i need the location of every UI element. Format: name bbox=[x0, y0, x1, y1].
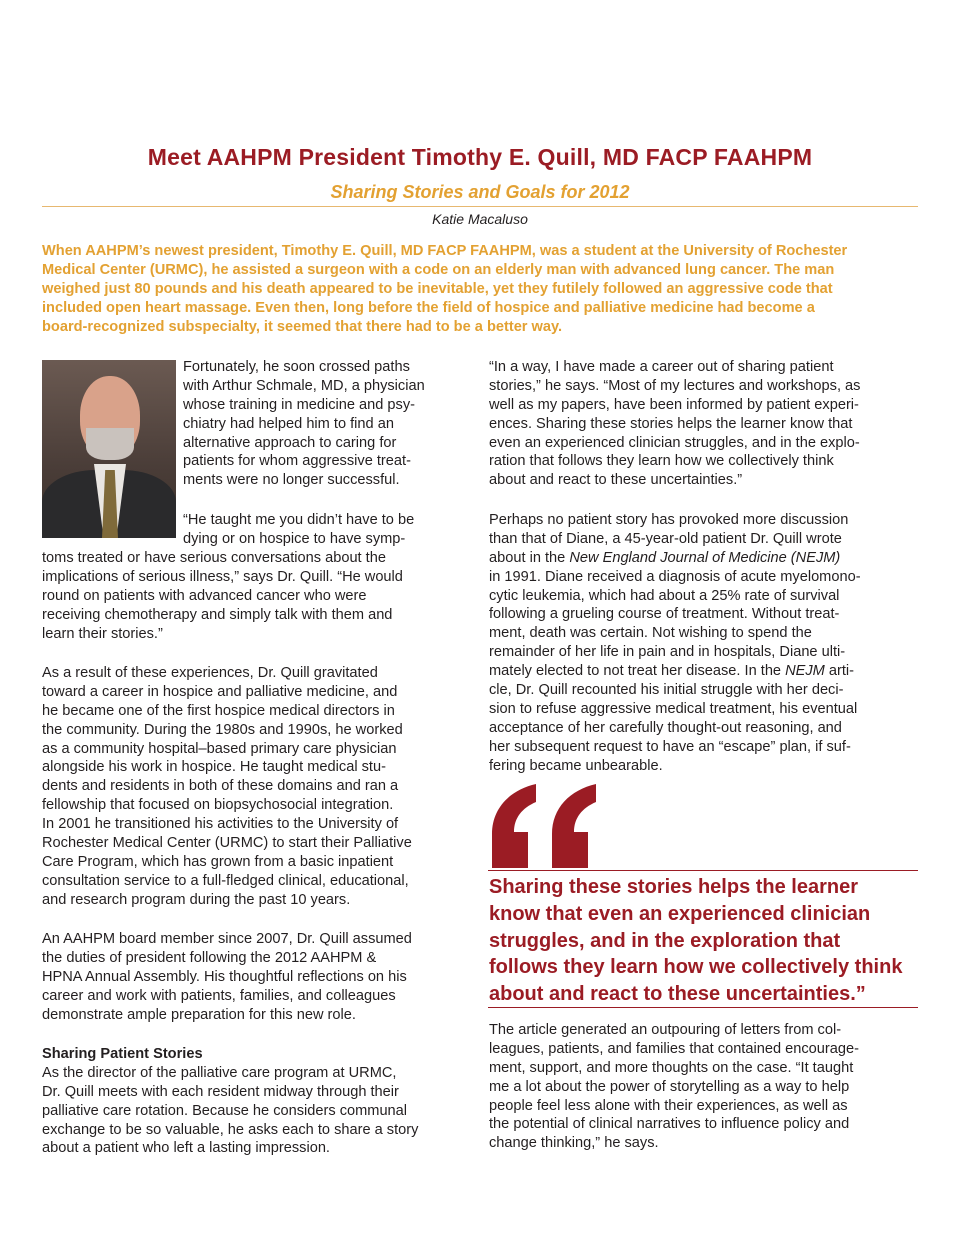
left-paragraph-3: As a result of these experiences, Dr. Quill gravitated toward a career in hospice and palliative medicine, and he became one of the first hospice medical directors in the community. During the 1980s and 1990s, he worked as a community hospital–based primary care physician alongside his work in hospice. He taught medical stu- dents and residents in both of these domains and ran a fellowship that focused on biopsychosocial integration. In 2001 he transitioned his activities to the University of Rochester Medical Center (URMC) to start their Palliative Care Program, which has grown from a basic inpatient consultation service to a full-fledged clinical, educational, and research program during the past 10 years. bbox=[42, 665, 412, 908]
intro-line: Medical Center (URMC), he assisted a surgeon with a code on an elderly man with advanced lung cancer. The man bbox=[42, 262, 835, 278]
article-subtitle: Sharing Stories and Goals for 2012 bbox=[330, 182, 630, 202]
right-paragraph-1: “In a way, I have made a career out of sharing patient stories,” he says. “Most of my lectures and workshops, as well as my papers, have been informed by patient experi- ences. Sharing these stories helps the learner know that even an experienced clinician struggles, and in the explo- ration that follows they learn how we collectively think about and react to these uncertainties.” bbox=[489, 359, 861, 489]
left-paragraph-4: An AAHPM board member since 2007, Dr. Quill assumed the duties of president following the 2012 AAHPM & HPNA Annual Assembly. His thoughtful reflections on his career and work with patients, families, and colleagues demonstrate ample preparation for this new role. bbox=[42, 931, 412, 1023]
right-paragraph-2: Perhaps no patient story has provoked more discussion than that of Diane, a 45-year-old patient Dr. Quill wrote about in the New England Journal of Medicine (NEJM) in 1991. Diane received a diagnosis of acute myelomono- cytic leukemia, which had about a 25% rate of survival following a grueling course of treatment. Without treat- ment, death was certain. Not wishing to spend the remainder of her life in pain and in hospitals, Diane ulti- mately elected to not treat her disease. In the NEJM arti- cle, Dr. Quill recounted his initial struggle with her deci- sion to refuse aggressive medical treatment, his eventual acceptance of her carefully thought-out reasoning, and her subsequent request to have an “escape” plan, if suf- fering became unbearable. bbox=[489, 512, 861, 774]
section-heading: Sharing Patient Stories bbox=[42, 1046, 203, 1062]
right-paragraph-3: The article generated an outpouring of letters from col- leagues, patients, and families that contained encourage- ment, support, and more thoughts on the case. “It taught me a lot about the power of storytelling as a way to help people feel less alone with their experiences, as well as the potential of clinical narratives to influence policy and change thinking,” he says. bbox=[489, 1022, 859, 1152]
intro-paragraph bbox=[42, 242, 922, 337]
intro-line: board-recognized subspecialty, it seemed that there had to be a better way. bbox=[42, 319, 563, 335]
article-title: Meet AAHPM President Timothy E. Quill, MD FACP FAAHPM bbox=[147, 144, 813, 170]
left-paragraph-1: Fortunately, he soon crossed paths with Arthur Schmale, MD, a physician whose training in medicine and psy- chiatry had helped him to find an alternative approach to caring for patients for whom aggressive treat- ments were no longer successful. bbox=[183, 359, 425, 489]
quotation-mark-icon bbox=[488, 782, 608, 872]
pullquote-top-rule bbox=[488, 870, 918, 871]
intro-line: weighed just 80 pounds and his death appeared to be inevitable, yet they futilely followed an aggressive code that bbox=[42, 281, 833, 297]
intro-line: When AAHPM’s newest president, Timothy E. Quill, MD FACP FAAHPM, was a student at the University of Rochester bbox=[42, 243, 848, 259]
pull-quote: Sharing these stories helps the learner know that even an experienced clinician struggles, and in the exploration that follows they learn how we collectively think about and react to these uncertainties.” bbox=[489, 876, 903, 1006]
pullquote-bottom-rule bbox=[488, 1007, 918, 1008]
header-divider bbox=[42, 206, 918, 207]
left-paragraph-2: toms treated or have serious conversations about the implications of serious illness,” says Dr. Quill. “He would round on patients with advanced cancer who were receiving chemotherapy and simply talk with them and learn their stories.” bbox=[42, 550, 403, 642]
left-section-sharing-stories: Sharing Patient Stories As the director of the palliative care program at URMC, Dr. Quill meets with each resident midway through their palliative care rotation. Because he considers communal exchange to be so valuable, he asks each to share a story about a patient who left a lasting impression. bbox=[42, 1045, 472, 1158]
left-paragraph-2-start: “He taught me you didn’t have to be dying or on hospice to have symp- bbox=[183, 512, 415, 547]
portrait-photo bbox=[42, 360, 176, 538]
article-author: Katie Macaluso bbox=[432, 211, 528, 227]
intro-line: included open heart massage. Even then, long before the field of hospice and palliative medicine had become a bbox=[42, 300, 815, 316]
